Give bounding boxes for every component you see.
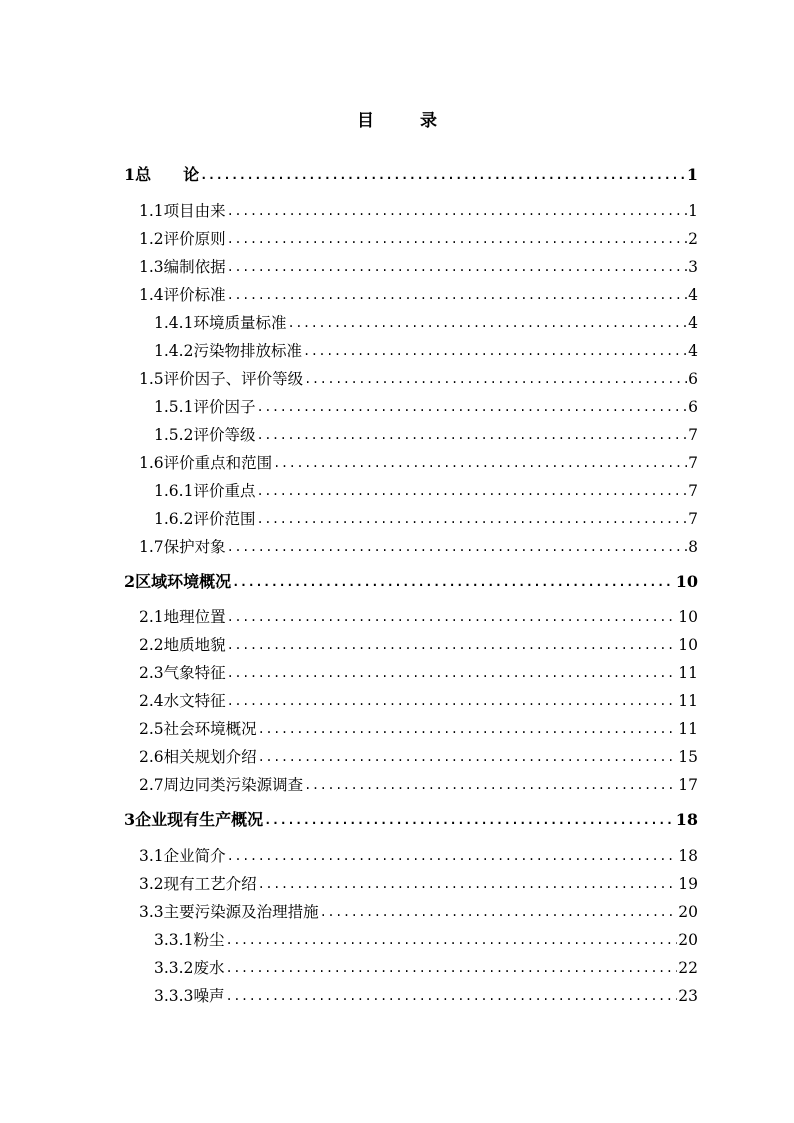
- toc-entry-title: 相关规划介绍: [163, 748, 257, 766]
- toc-entry-title: 环境质量标准: [193, 314, 287, 332]
- toc-entry-title: 评价因子: [193, 398, 256, 416]
- toc-entry[interactable]: [139, 606, 698, 628]
- toc-entry-title: 评价标准: [163, 286, 226, 304]
- toc-entry-page-number: 18: [675, 810, 698, 829]
- toc-entry-title: 保护对象: [163, 538, 226, 556]
- dot-leader: [227, 690, 678, 712]
- toc-entry-title: 废水: [193, 959, 225, 977]
- toc-entry-title: 气象特征: [163, 664, 226, 682]
- toc-entry[interactable]: [139, 690, 698, 712]
- toc-entry-page-number: 2: [688, 230, 698, 248]
- toc-entry-number: 2.3: [139, 664, 164, 682]
- toc-entry[interactable]: [154, 312, 698, 334]
- dot-leader: [256, 396, 687, 418]
- dot-leader: [200, 164, 686, 186]
- toc-entry[interactable]: [139, 228, 698, 250]
- toc-entry-number: 1.6: [139, 454, 164, 472]
- toc-entry-number: 2.2: [139, 636, 164, 654]
- toc-entry[interactable]: [154, 480, 698, 502]
- dot-leader: [225, 957, 677, 979]
- toc-entry-page-number: 17: [678, 776, 698, 794]
- toc-entry-title: 项目由来: [163, 202, 226, 220]
- toc-entry-number: 1.2: [139, 230, 164, 248]
- toc-entry-title: 粉尘: [193, 931, 225, 949]
- toc-entry[interactable]: [124, 164, 698, 186]
- toc-entry-number: 1.5.1: [154, 398, 194, 416]
- toc-entry-number: 1.4: [139, 286, 164, 304]
- toc-entry-page-number: 1: [686, 165, 698, 184]
- toc-entry-page-number: 15: [678, 748, 698, 766]
- dot-leader: [258, 873, 678, 895]
- toc-entry-page-number: 4: [688, 314, 698, 332]
- dot-leader: [256, 424, 687, 446]
- toc-entry-number: 2.6: [139, 748, 164, 766]
- toc-entry[interactable]: [139, 845, 698, 867]
- dot-leader: [273, 452, 687, 474]
- toc-entry-page-number: 7: [688, 510, 698, 528]
- toc-entry-page-number: 7: [688, 454, 698, 472]
- toc-entry-title: 评价范围: [193, 510, 256, 528]
- toc-entry-number: 2: [124, 572, 136, 591]
- toc-entry[interactable]: [139, 634, 698, 656]
- toc-entry[interactable]: [139, 774, 698, 796]
- toc-entry-page-number: 3: [688, 258, 698, 276]
- toc-entry-title: 总 论: [135, 165, 200, 184]
- dot-leader: [232, 571, 675, 593]
- toc-entry-number: 1.7: [139, 538, 164, 556]
- dot-leader: [227, 256, 687, 278]
- toc-entry-title: 地质地貌: [163, 636, 226, 654]
- toc-entry-title: 评价重点和范围: [163, 454, 273, 472]
- toc-entry-page-number: 11: [678, 692, 698, 710]
- toc-entry-number: 3.3.1: [154, 931, 194, 949]
- dot-leader: [227, 284, 687, 306]
- toc-entry-page-number: 6: [688, 398, 698, 416]
- toc-entry-number: 3.3.2: [154, 959, 194, 977]
- toc-entry-title: 主要污染源及治理措施: [163, 903, 319, 921]
- toc-entry[interactable]: [154, 396, 698, 418]
- toc-entry-title: 周边同类污染源调查: [163, 776, 304, 794]
- toc-entry-number: 3: [124, 810, 136, 829]
- toc-entry-number: 2.5: [139, 720, 164, 738]
- toc-entry-title: 社会环境概况: [163, 720, 257, 738]
- toc-entry-page-number: 23: [678, 987, 698, 1005]
- dot-leader: [227, 536, 687, 558]
- toc-entry-number: 2.7: [139, 776, 164, 794]
- dot-leader: [225, 929, 677, 951]
- toc-entry[interactable]: [139, 368, 698, 390]
- toc-entry[interactable]: [139, 536, 698, 558]
- dot-leader: [287, 312, 687, 334]
- toc-entry[interactable]: [139, 256, 698, 278]
- toc-entry-page-number: 1: [688, 202, 698, 220]
- toc-entry-number: 2.1: [139, 608, 164, 626]
- toc-entry-title: 地理位置: [163, 608, 226, 626]
- toc-entry-number: 1.5: [139, 370, 164, 388]
- toc-entry[interactable]: [154, 929, 698, 951]
- toc-entry[interactable]: [139, 284, 698, 306]
- toc-entry-number: 3.3.3: [154, 987, 194, 1005]
- toc-entry-page-number: 11: [678, 720, 698, 738]
- toc-entry-page-number: 22: [678, 959, 698, 977]
- toc-entry-title: 现有工艺介绍: [163, 875, 257, 893]
- dot-leader: [264, 809, 675, 831]
- dot-leader: [227, 634, 678, 656]
- toc-entry-page-number: 11: [678, 664, 698, 682]
- toc-entry-title: 噪声: [193, 987, 225, 1005]
- toc-entry-page-number: 10: [675, 572, 698, 591]
- dot-leader: [227, 662, 678, 684]
- dot-leader: [227, 200, 687, 222]
- toc-entry[interactable]: [139, 200, 698, 222]
- toc-entry[interactable]: [139, 746, 698, 768]
- toc-entry-page-number: 20: [678, 931, 698, 949]
- toc-entry-number: 2.4: [139, 692, 164, 710]
- toc-entry-number: 1: [124, 165, 136, 184]
- toc-entry-title: 区域环境概况: [135, 572, 232, 591]
- toc-entry-number: 1.6.2: [154, 510, 194, 528]
- toc-entry-page-number: 8: [688, 538, 698, 556]
- dot-leader: [227, 228, 687, 250]
- toc-entry-title: 企业现有生产概况: [135, 810, 264, 829]
- toc-entry-title: 编制依据: [163, 258, 226, 276]
- toc-entry-number: 3.3: [139, 903, 164, 921]
- toc-entry-title: 评价原则: [163, 230, 226, 248]
- toc-entry-page-number: 10: [678, 636, 698, 654]
- toc-entry-page-number: 4: [688, 342, 698, 360]
- dot-leader: [225, 985, 677, 1007]
- toc-entry-title: 企业简介: [163, 847, 226, 865]
- toc-entry[interactable]: [124, 809, 698, 831]
- toc-entry[interactable]: [154, 957, 698, 979]
- dot-leader: [227, 606, 678, 628]
- dot-leader: [258, 746, 678, 768]
- toc-entry-page-number: 7: [688, 426, 698, 444]
- dot-leader: [227, 845, 678, 867]
- dot-leader: [258, 718, 678, 740]
- toc-entry[interactable]: [139, 873, 698, 895]
- toc-entry-number: 1.6.1: [154, 482, 194, 500]
- toc-entry-title: 污染物排放标准: [193, 342, 302, 360]
- toc-entry-page-number: 10: [678, 608, 698, 626]
- toc-entry-page-number: 18: [678, 847, 698, 865]
- toc-entry[interactable]: [154, 508, 698, 530]
- toc-entry-page-number: 6: [688, 370, 698, 388]
- dot-leader: [303, 340, 687, 362]
- toc-entry-page-number: 4: [688, 286, 698, 304]
- dot-leader: [320, 901, 678, 923]
- toc-entry-title: 评价因子、评价等级: [163, 370, 304, 388]
- toc-entry-number: 1.5.2: [154, 426, 194, 444]
- toc-entry-number: 3.1: [139, 847, 164, 865]
- dot-leader: [256, 480, 687, 502]
- dot-leader: [304, 368, 687, 390]
- toc-entry-page-number: 20: [678, 903, 698, 921]
- toc-entry[interactable]: [154, 340, 698, 362]
- toc-entry[interactable]: [139, 901, 698, 923]
- toc-entry[interactable]: [154, 985, 698, 1007]
- toc-entry-number: 1.4.2: [154, 342, 194, 360]
- toc-entry-number: 1.3: [139, 258, 164, 276]
- toc-entry[interactable]: [139, 662, 698, 684]
- toc-entry-title: 评价等级: [193, 426, 256, 444]
- toc-entry-number: 1.4.1: [154, 314, 194, 332]
- page-title: 目 录: [357, 111, 457, 131]
- toc-entry-title: 评价重点: [193, 482, 256, 500]
- toc-entry[interactable]: [124, 571, 698, 593]
- toc-entry[interactable]: [139, 718, 698, 740]
- toc-entry[interactable]: [139, 452, 698, 474]
- toc-entry-number: 1.1: [139, 202, 164, 220]
- toc-entry-page-number: 7: [688, 482, 698, 500]
- toc-entry-number: 3.2: [139, 875, 164, 893]
- dot-leader: [256, 508, 687, 530]
- toc-entry-page-number: 19: [678, 875, 698, 893]
- toc-entry-title: 水文特征: [163, 692, 226, 710]
- toc-entry[interactable]: [154, 424, 698, 446]
- dot-leader: [304, 774, 677, 796]
